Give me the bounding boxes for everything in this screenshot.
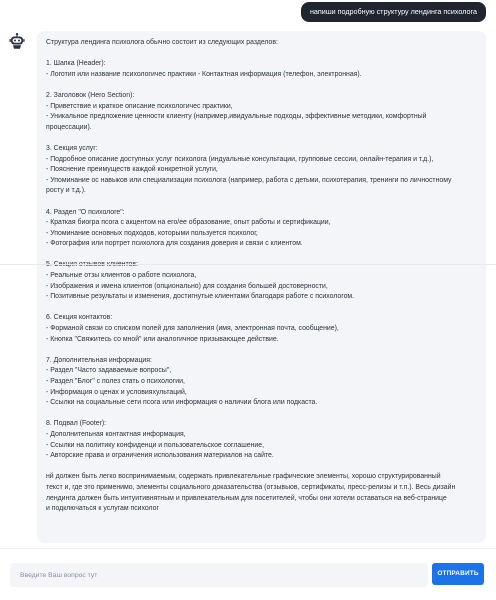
response-line: 2. Заголовок (Hero Section):	[46, 91, 135, 99]
response-line: - Ссылки на политику конфиденци и пользовательское соглашение,	[46, 441, 264, 449]
response-line: - Логотип или название психологичес практики - Контактная информация (телефон, электронная).	[46, 70, 362, 78]
response-line: 7. Дополнительная информация:	[46, 356, 152, 364]
response-line: 3. Секция услуг:	[46, 144, 98, 152]
response-paragraph	[46, 260, 477, 302]
response-line: - Пояснение преимуществ каждой конкретной услуги,	[46, 166, 218, 174]
response-paragraph	[46, 419, 477, 461]
response-line: - Кнопка "Свяжитесь со мной" или аналогичное призывающее действие.	[46, 335, 279, 343]
response-line: - Упоминание основных подходов, которыми пользуется психолог,	[46, 229, 258, 237]
response-line: - Реальные отзы клиентов о работе психолога,	[46, 272, 197, 280]
response-line: процессации).	[46, 123, 92, 131]
response-line: - Дополнительная контактная информация,	[46, 430, 186, 438]
response-line: 6. Секция контактов:	[46, 314, 113, 322]
response-line: 4. Раздел "О психологе":	[46, 208, 125, 216]
response-paragraph	[46, 59, 477, 80]
response-line: - Ссылки на социальные сети псога или информация о наличии блога или подкаста.	[46, 399, 318, 407]
response-line: - Авторские права и ограничения использования материалов на сайте.	[46, 452, 274, 460]
response-paragraph	[46, 208, 477, 250]
response-paragraph	[46, 356, 477, 409]
response-line: текст и, где это применимо, элементы социального доказательства (отзывыов, сертификаты, пресс-релизы и т.п.). Весь дизайн	[46, 483, 456, 491]
response-line: - Краткая биогра псога с акцентом на его/ее образование, опыт работы и сертификации,	[46, 219, 331, 227]
response-line: росту и т.д.).	[46, 187, 86, 195]
send-button[interactable]: ОТПРАВИТЬ	[432, 563, 484, 585]
response-paragraph	[46, 313, 477, 345]
response-line: - Упоминание ос навыков или специализации психолога (например, работа с детьми, психотерапия, тренинги по личностному	[46, 176, 452, 184]
response-paragraph	[46, 472, 477, 514]
response-line: 1. Шапка (Header):	[46, 60, 106, 68]
response-line: и подключаться к услугам психолог	[46, 505, 160, 513]
question-input-wrapper[interactable]	[10, 563, 428, 587]
response-line: лендинга должен быть интуитивнятным и привлекательным для посетителей, чтобы они хотели оставаться на веб-странице	[46, 494, 447, 502]
response-line: - Уникальное предложение ценности клиенту (например,ивидуальные подходы, эффективные методики, комфортный	[46, 113, 427, 121]
response-line: Структура лендинга психолога обычно состоит из следующих разделов:	[46, 39, 278, 46]
response-line: нй должен быть легко воспринимаемым, содержать привлекательные графические элементы, хорошо структурированный	[46, 473, 441, 481]
response-paragraph	[46, 38, 477, 49]
response-line: - Фотография или портрет психолога для создания доверия и связи с клиентом.	[46, 240, 303, 248]
response-text	[46, 38, 477, 515]
response-line: - Изображения и имена клиентов (опционально) для создания большей достоверности,	[46, 282, 328, 290]
user-message: напиши подробную структуру лендинга психолога	[301, 2, 486, 22]
response-line: - Раздел "Блог" с полез стать о психологии,	[46, 378, 185, 385]
scroll-divider	[0, 264, 496, 265]
response-line	[46, 260, 477, 271]
response-line: - Приветствие и краткое описание психологичес практики,	[46, 102, 233, 110]
response-line: - Раздел "Часто задаваемые вопросы",	[46, 367, 172, 375]
response-line: 8. Подвал (Footer):	[46, 420, 107, 428]
response-line: - Позитивные результаты и изменения, достигнутые клиентами благодаря работе с психологом.	[46, 293, 355, 301]
response-paragraph	[46, 144, 477, 197]
bot-response	[37, 31, 486, 543]
response-line: - Форманой связи со списком полей для заполнения (имя, электронная почта, сообщение),	[46, 325, 339, 333]
response-line: - Информация о ценах и условияхультаций,	[46, 388, 187, 396]
response-paragraph	[46, 91, 477, 133]
response-line: - Подробное описание доступных услуг психолога (индуальные консультации, групповые сессии, онлайн-терапия и т.д.),	[46, 155, 434, 163]
composer	[0, 548, 496, 600]
bot-avatar-icon	[8, 32, 26, 50]
question-input[interactable]	[10, 563, 428, 587]
